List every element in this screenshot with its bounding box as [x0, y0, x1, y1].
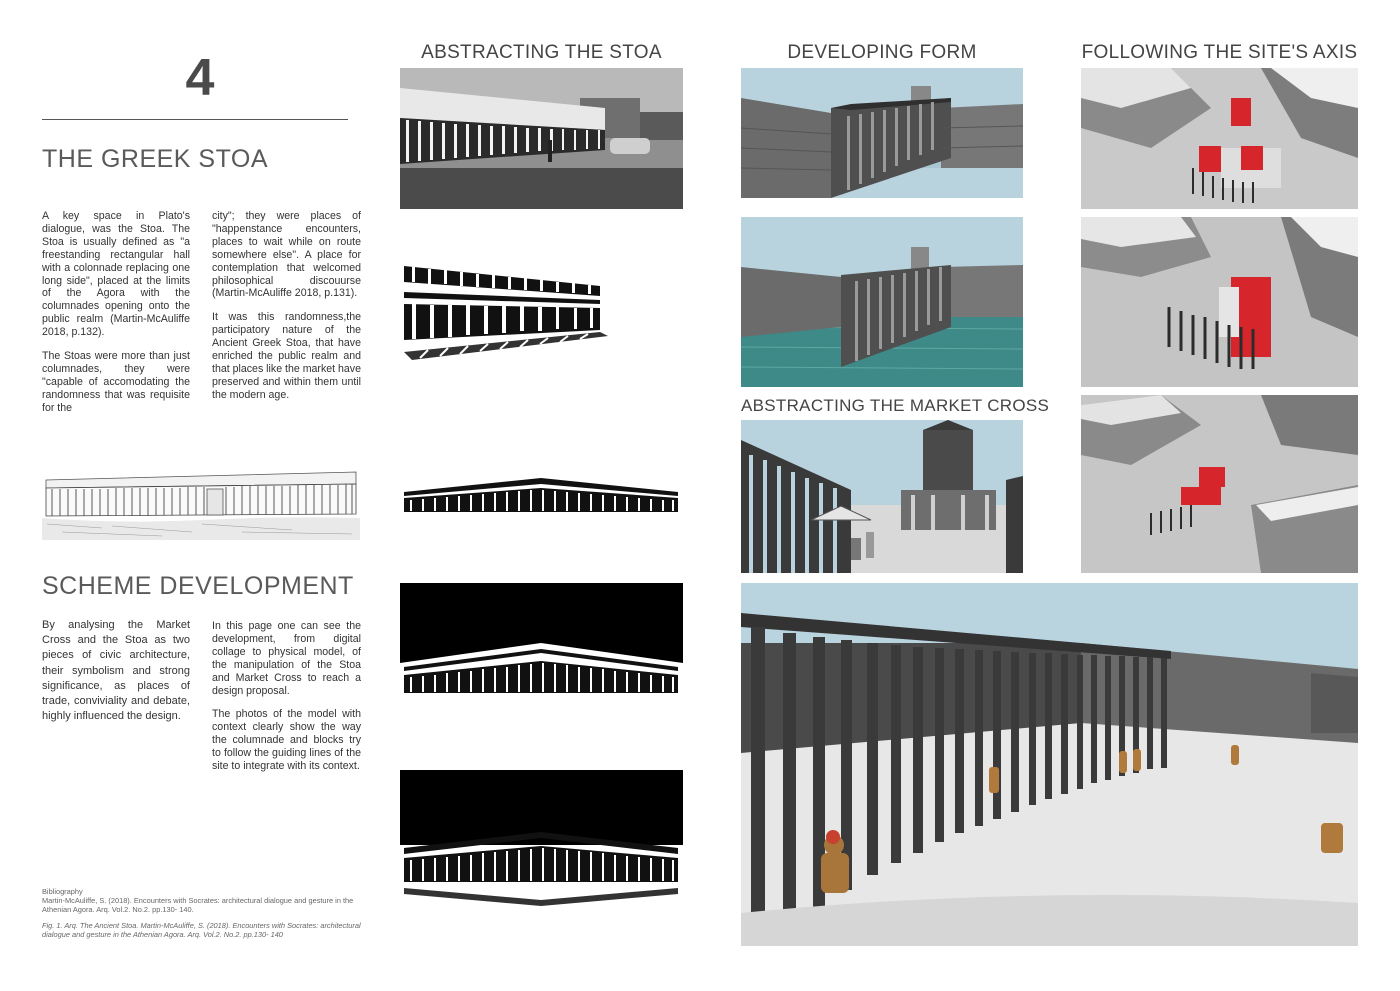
site-model-photo-1 [1081, 68, 1358, 209]
greek-stoa-col2 [212, 210, 361, 413]
heading-abstracting-market-cross: ABSTRACTING THE MARKET CROSS [741, 396, 1050, 415]
scheme-col2 [212, 620, 361, 784]
paragraph: The Stoas were more than just columnades, they were "capable of accomodating the randomness that was requisite for the [42, 350, 190, 414]
scheme-col1 [42, 618, 190, 735]
paragraph: It was this randomness,the participatory nature of the Ancient Greek Stoa, that have enriched the public realm and that places like the market have preserved and within them until the modern age. [212, 311, 361, 401]
ancient-stoa-sketch [42, 462, 360, 540]
page-number: 4 [185, 49, 215, 107]
site-model-photo-2 [1081, 217, 1358, 387]
bibliography-heading: Bibliography [42, 887, 83, 896]
figure-caption: Fig. 1. Arq. The Ancient Stoa. Martin-McAuliffe, S. (2018). Encounters with Socrates: architectural dialogue and gesture in the Athenian Agora. Arq. Vol.2. No.2. pp.130- 140 [42, 921, 361, 939]
stoa-abstraction-diagram-2 [400, 470, 683, 520]
heading-following-site-axis: FOLLOWING THE SITE'S AXIS [1081, 42, 1358, 63]
stoa-abstraction-diagram-4 [400, 770, 683, 910]
site-model-photo-3 [1081, 395, 1358, 573]
section-title-scheme-development: SCHEME DEVELOPMENT [42, 572, 354, 600]
paragraph: city"; they were places of "happenstance encounters, places to wait while on route somewhere else". A place for contemplation that welcomed philosophical discouurse (Martin-McAuliffe 2018, p.131). [212, 210, 361, 300]
paragraph: The photos of the model with context clearly show the way the columnade and blocks try to follow the guiding lines of the site to integrate with its context. [212, 708, 361, 773]
final-model-photo [741, 583, 1358, 946]
market-cross-collage [741, 420, 1023, 573]
heading-abstracting-stoa: ABSTRACTING THE STOA [421, 42, 662, 63]
heading-developing-form: DEVELOPING FORM [787, 42, 977, 63]
title-divider [42, 119, 348, 120]
bibliography-entry: Martin-McAuliffe, S. (2018). Encounters with Socrates: architectural dialogue and gesture in the Athenian Agora. Arq. Vol.2. No.2. pp.130- 140. [42, 896, 354, 914]
developing-form-collage-1 [741, 68, 1023, 198]
paragraph: By analysing the Market Cross and the Stoa as two pieces of civic architecture, their symbolism and strong significance, as places of trade, conviviality and debate, highly influenced the design. [42, 619, 190, 723]
paragraph: A key space in Plato's dialogue, was the Stoa. The Stoa is usually defined as "a freestanding rectangular hall with a colonnade replacing one long side", placed at the limits of the Agora with the columnades opening onto the public realm (Martin-McAuliffe 2018, p.132). [42, 210, 190, 339]
stoa-abstraction-diagram-3 [400, 583, 683, 698]
bibliography [42, 887, 362, 946]
stoa-photo [400, 68, 683, 209]
stoa-abstraction-diagram-1 [400, 258, 683, 368]
developing-form-collage-2 [741, 217, 1023, 387]
greek-stoa-col1 [42, 210, 190, 426]
section-title-greek-stoa: THE GREEK STOA [42, 145, 269, 173]
paragraph: In this page one can see the development, from digital collage to physical model, of the manipulation of the Stoa and Market Cross to reach a design proposal. [212, 620, 361, 697]
